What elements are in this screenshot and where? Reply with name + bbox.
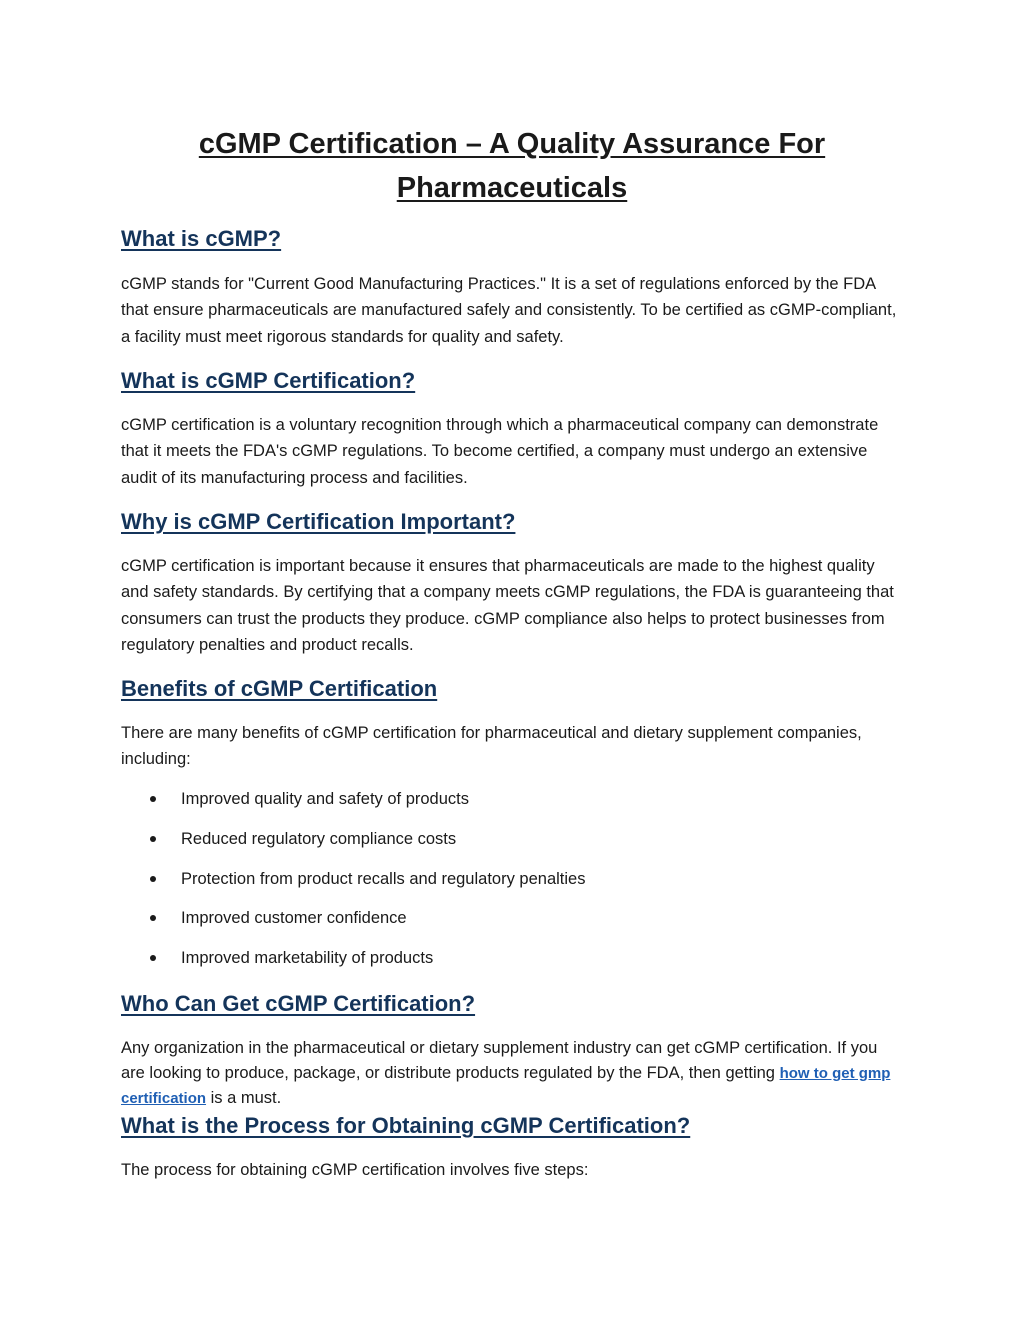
list-item-text: Improved quality and safety of products [181, 790, 469, 808]
section-body-why-important: cGMP certification is important because it ensures that pharmaceuticals are made to the highest quality and safety standards. By certifying that a company meets cGMP regulations, the FDA is guaranteeing that consumers can trust the products they produce. cGMP compliance also helps to protect businesses from regulatory penalties and product recalls. [121, 557, 894, 654]
bullet-icon [150, 915, 156, 921]
list-item [121, 945, 585, 985]
section-body-benefits: There are many benefits of cGMP certification for pharmaceutical and dietary supplement companies, including: [121, 724, 862, 769]
bullet-icon [150, 836, 156, 842]
body-text-before-link: Any organization in the pharmaceutical or dietary supplement industry can get cGMP certification. If you are looking to produce, package, or distribute products regulated by the FDA, then getting [121, 1039, 878, 1082]
list-item-text: Improved customer confidence [181, 909, 407, 928]
list-item-text: Improved marketability of products [181, 949, 434, 968]
gmp-certification-link[interactable]: how to get gmp certification [121, 1064, 891, 1107]
section-heading-what-is-certification: What is cGMP Certification? [121, 368, 416, 393]
section-body-process: The process for obtaining cGMP certification involves five steps: [121, 1161, 589, 1179]
list-item [121, 905, 585, 945]
list-item-text: Reduced regulatory compliance costs [181, 829, 457, 848]
bullet-icon [150, 796, 156, 802]
section-heading-what-is-cgmp: What is cGMP? [121, 226, 282, 251]
benefits-list [121, 786, 585, 985]
section-body-who-can-get [121, 1036, 903, 1112]
bullet-icon [150, 955, 156, 961]
section-body-what-is-cgmp: cGMP stands for "Current Good Manufacturing Practices." It is a set of regulations enforced by the FDA that ensure pharmaceuticals are manufactured safely and consistently. To be certified as cGMP-compliant, a facility must meet rigorous standards for quality and safety. [121, 275, 897, 346]
section-body-what-is-certification: cGMP certification is a voluntary recognition through which a pharmaceutical company can demonstrate that it meets the FDA's cGMP regulations. To become certified, a company must undergo an extensive audit of its manufacturing process and facilities. [121, 416, 879, 487]
list-item [121, 826, 585, 866]
list-item-text: Protection from product recalls and regulatory penalties [181, 869, 586, 888]
section-heading-who-can-get: Who Can Get cGMP Certification? [121, 991, 476, 1016]
section-heading-benefits: Benefits of cGMP Certification [121, 676, 438, 701]
body-text-after-link: is a must. [206, 1089, 282, 1107]
section-heading-why-important: Why is cGMP Certification Important? [121, 509, 516, 534]
section-heading-process: What is the Process for Obtaining cGMP Certification? [121, 1113, 691, 1138]
page-title: cGMP Certification – A Quality Assurance For Pharmaceuticals [198, 128, 826, 204]
list-item [121, 866, 585, 906]
list-item [121, 786, 585, 826]
bullet-icon [150, 876, 156, 882]
